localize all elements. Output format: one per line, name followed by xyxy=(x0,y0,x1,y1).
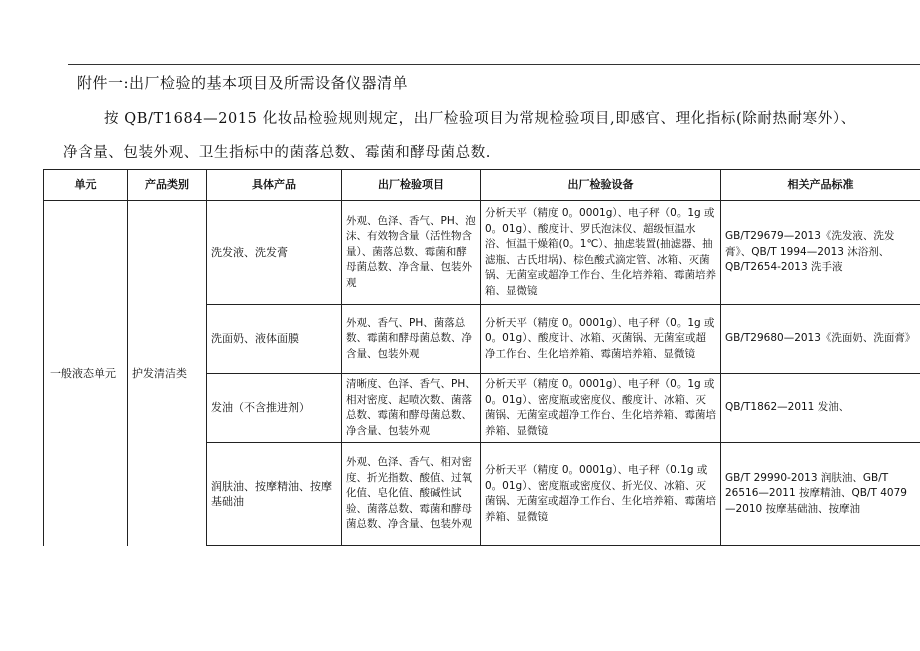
equipment-cell: 分析天平（精度 0。0001g）、电子秤（0。1g 或 0。01g）、酸度计、罗氏泡沫仪、超级恒温水浴、恒温干燥箱(0。1℃）、抽虑装置(抽滤器、抽滤瓶、古氏坩埚)、棕色酸式滴定管、冰箱、灭菌锅、无菌室或超净工作台、生化培养箱、霉菌培养箱、显微镜 xyxy=(481,201,721,305)
col-header-unit: 单元 xyxy=(44,170,128,201)
unit-cell: 一般液态单元 xyxy=(44,201,128,546)
col-header-product: 具体产品 xyxy=(207,170,342,201)
table-header-row xyxy=(44,170,920,201)
items-cell: 外观、香气、PH、菌落总数、霉菌和酵母菌总数、净含量、包装外观 xyxy=(342,305,481,374)
standard-cell: GB/T29680—2013《洗面奶、洗面膏》 xyxy=(721,305,920,374)
product-cell: 洗发液、洗发膏 xyxy=(207,201,342,305)
inspection-table xyxy=(43,169,920,546)
items-cell: 外观、色泽、香气、PH、泡沫、有效物含量（活性物含量）、菌落总数、霉菌和酵母菌总数、净含量、包装外观 xyxy=(342,201,481,305)
col-header-items: 出厂检验项目 xyxy=(342,170,481,201)
items-cell: 外观、色泽、香气、相对密度、折光指数、酸值、过氧化值、皂化值、酸碱性试验、菌落总数、霉菌和酵母菌总数、净含量、包装外观 xyxy=(342,443,481,546)
top-rule xyxy=(68,64,920,65)
equipment-cell: 分析天平（精度 0。0001g）、电子秤（0。1g 或 0。01g）、密度瓶或密度仪、酸度计、冰箱、灭菌锅、无菌室或超净工作台、生化培养箱、霉菌培养箱、显微镜 xyxy=(481,374,721,443)
items-cell: 清晰度、色泽、香气、PH、相对密度、起喷次数、菌落总数、霉菌和酵母菌总数、净含量、包装外观 xyxy=(342,374,481,443)
category-cell: 护发清洁类 xyxy=(128,201,207,546)
equipment-cell: 分析天平（精度 0。0001g）、电子秤（0.1g 或 0。01g）、密度瓶或密度仪、折光仪、冰箱、灭菌锅、无菌室或超净工作台、生化培养箱、霉菌培养箱、显微镜 xyxy=(481,443,721,546)
table-row xyxy=(44,201,920,305)
col-header-standard: 相关产品标准 xyxy=(721,170,920,201)
col-header-category: 产品类别 xyxy=(128,170,207,201)
intro-line-2: 净含量、包装外观、卫生指标中的菌落总数、霉菌和酵母菌总数. xyxy=(63,145,492,161)
equipment-cell: 分析天平（精度 0。0001g）、电子秤（0。1g 或 0。01g）、酸度计、冰箱、灭菌锅、无菌室或超净工作台、生化培养箱、霉菌培养箱、显微镜 xyxy=(481,305,721,374)
col-header-equipment: 出厂检验设备 xyxy=(481,170,721,201)
standard-cell: GB/T 29990-2013 润肤油、GB/T 26516—2011 按摩精油、QB/T 4079—2010 按摩基础油、按摩油 xyxy=(721,443,920,546)
product-cell: 发油（不含推进剂） xyxy=(207,374,342,443)
product-cell: 洗面奶、液体面膜 xyxy=(207,305,342,374)
page-title: 附件一:出厂检验的基本项目及所需设备仪器清单 xyxy=(77,74,409,92)
standard-cell: QB/T1862—2011 发油、 xyxy=(721,374,920,443)
intro-line-1: 按 QB/T1684—2015 化妆品检验规则规定，出厂检验项目为常规检验项目,即感官、理化指标(除耐热耐寒外）、 xyxy=(104,111,856,127)
standard-cell: GB/T29679—2013《洗发液、洗发膏》、QB/T 1994—2013 沐浴剂、QB/T2654-2013 洗手液 xyxy=(721,201,920,305)
product-cell: 润肤油、按摩精油、按摩基础油 xyxy=(207,443,342,546)
